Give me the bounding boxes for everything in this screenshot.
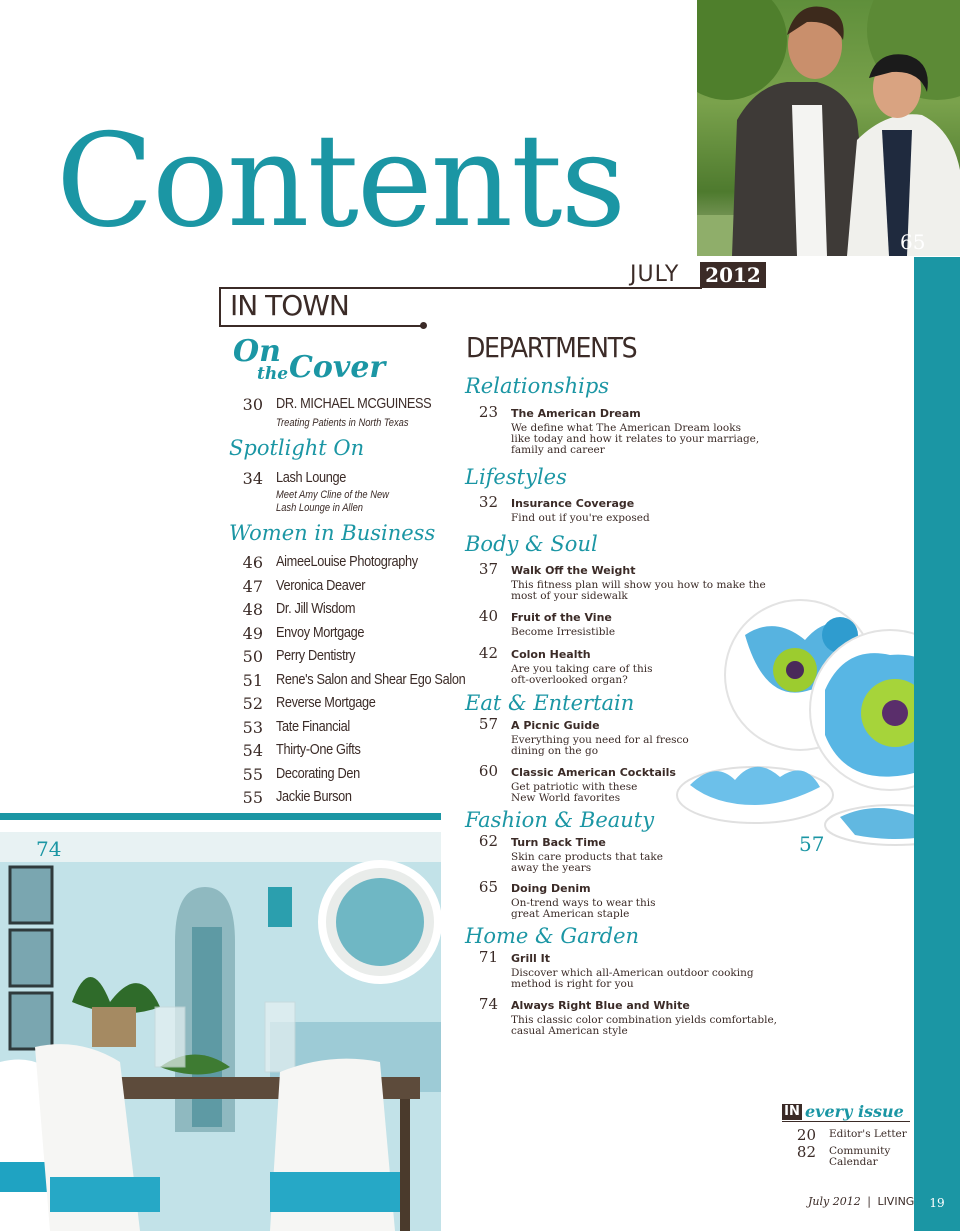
department-item-description: We define what The American Dream looks like today and how it relates to your marriage, family and career xyxy=(511,422,760,456)
department-item-page: 23 xyxy=(478,403,498,421)
women-item-page: 55 xyxy=(242,788,263,807)
department-item-description: On-trend ways to wear this great American staple xyxy=(511,897,656,920)
department-item-page: 74 xyxy=(478,995,498,1013)
cover-story-page: 30 xyxy=(242,395,263,414)
women-item-title[interactable]: Perry Dentistry xyxy=(276,647,356,664)
department-item-page: 37 xyxy=(478,560,498,578)
department-item-page: 71 xyxy=(478,948,498,966)
couple-illustration xyxy=(697,0,960,256)
department-section-heading: Body & Soul xyxy=(465,532,598,556)
department-item-page: 42 xyxy=(478,644,498,662)
department-item-page: 57 xyxy=(478,715,498,733)
every-issue-title[interactable]: Community Calendar xyxy=(829,1145,891,1168)
dining-room-illustration xyxy=(0,832,441,1231)
plates-photo-page-number: 57 xyxy=(799,832,825,856)
department-item-title[interactable]: Doing Denim xyxy=(511,882,591,895)
on-the-cover-cover: Cover xyxy=(289,350,386,385)
teal-divider xyxy=(0,813,441,820)
in-town-rule-dot xyxy=(420,322,427,329)
women-item-title[interactable]: Veronica Deaver xyxy=(276,576,366,594)
departments-heading: DEPARTMENTS xyxy=(466,331,637,364)
department-item-description: Find out if you're exposed xyxy=(511,512,650,524)
department-item-description: Become Irresistible xyxy=(511,626,616,638)
women-item-page: 48 xyxy=(242,600,263,619)
women-item-page: 50 xyxy=(242,647,263,666)
department-item-description: Discover which all-American outdoor cooking method is right for you xyxy=(511,967,754,990)
women-item-title[interactable]: Jackie Burson xyxy=(276,788,352,805)
department-item-page: 65 xyxy=(478,878,498,896)
issue-month: JULY xyxy=(630,262,680,287)
spotlight-subtitle-1: Meet Amy Cline of the New xyxy=(276,489,389,501)
plates-photo xyxy=(675,595,915,850)
department-item-description: Are you taking care of this oft-overlooked organ? xyxy=(511,663,653,686)
footer-separator: | xyxy=(867,1195,871,1208)
every-issue-in-badge: IN xyxy=(782,1104,802,1120)
cover-story-title[interactable]: DR. MICHAEL MCGUINESS xyxy=(276,395,432,412)
on-the-cover-on: On xyxy=(233,334,281,369)
footer-magazine: LIVING xyxy=(877,1195,915,1208)
department-item-title[interactable]: The American Dream xyxy=(511,407,641,420)
women-item-title[interactable]: Decorating Den xyxy=(276,764,360,782)
women-item-title[interactable]: Reverse Mortgage xyxy=(276,694,376,711)
women-item-page: 55 xyxy=(242,764,263,784)
footer-issue: July 2012 xyxy=(808,1195,861,1208)
women-item-title[interactable]: Envoy Mortgage xyxy=(276,623,365,641)
spotlight-heading: Spotlight On xyxy=(229,436,365,460)
department-item-description: Everything you need for al fresco dining on the go xyxy=(511,734,689,757)
spotlight-subtitle-2: Lash Lounge in Allen xyxy=(276,502,363,514)
women-item-page: 51 xyxy=(242,670,263,690)
women-item-page: 52 xyxy=(242,694,263,713)
department-item-description: This classic color combination yields comfortable, casual American style xyxy=(511,1014,778,1037)
department-section-heading: Relationships xyxy=(465,374,610,398)
in-town-rule-left xyxy=(219,287,221,327)
women-item-page: 53 xyxy=(242,717,263,737)
dining-room-photo xyxy=(0,832,441,1231)
department-section-heading: Fashion & Beauty xyxy=(465,808,655,832)
department-item-title[interactable]: Grill It xyxy=(511,952,550,965)
women-item-title[interactable]: Rene's Salon and Shear Ego Salon xyxy=(276,670,466,688)
spotlight-title[interactable]: Lash Lounge xyxy=(276,469,347,486)
women-item-page: 49 xyxy=(242,623,263,643)
department-item-page: 60 xyxy=(478,762,498,780)
spotlight-page: 34 xyxy=(242,469,263,488)
department-item-title[interactable]: Insurance Coverage xyxy=(511,497,635,510)
every-issue-heading: every issue xyxy=(805,1102,904,1121)
women-item-page: 47 xyxy=(242,576,263,596)
department-item-page: 40 xyxy=(478,607,498,625)
footer xyxy=(808,1195,914,1208)
department-item-page: 32 xyxy=(478,493,498,511)
women-item-page: 54 xyxy=(242,741,263,760)
in-town-rule-bottom xyxy=(220,325,423,327)
department-item-title[interactable]: Always Right Blue and White xyxy=(511,999,690,1012)
women-in-business-heading: Women in Business xyxy=(229,521,436,545)
cover-story-subtitle: Treating Patients in North Texas xyxy=(276,417,409,429)
page-number: 19 xyxy=(929,1196,945,1210)
page-title: Contents xyxy=(56,107,625,256)
department-item-title[interactable]: Fruit of the Vine xyxy=(511,611,612,624)
department-item-page: 62 xyxy=(478,832,498,850)
every-issue-title[interactable]: Editor's Letter xyxy=(829,1128,907,1140)
issue-year: 2012 xyxy=(700,262,766,288)
department-section-heading: Eat & Entertain xyxy=(465,691,635,715)
dining-photo-page-number: 74 xyxy=(36,837,62,861)
department-item-title[interactable]: Colon Health xyxy=(511,648,591,661)
department-item-title[interactable]: Turn Back Time xyxy=(511,836,606,849)
cover-photo-page-number: 65 xyxy=(900,230,926,254)
department-section-heading: Home & Garden xyxy=(465,924,640,948)
side-accent-bar xyxy=(914,257,960,1231)
women-item-title[interactable]: Tate Financial xyxy=(276,717,350,735)
department-item-title[interactable]: Classic American Cocktails xyxy=(511,766,676,779)
every-issue-page: 82 xyxy=(796,1143,816,1161)
department-item-description: This fitness plan will show you how to make the most of your sidewalk xyxy=(511,579,766,602)
department-section-heading: Lifestyles xyxy=(465,465,567,489)
on-the-cover-the: the xyxy=(257,364,289,384)
department-item-title[interactable]: A Picnic Guide xyxy=(511,719,600,732)
department-item-title[interactable]: Walk Off the Weight xyxy=(511,564,636,577)
every-issue-rule xyxy=(782,1121,910,1122)
women-item-title[interactable]: Thirty-One Gifts xyxy=(276,741,361,758)
in-town-heading: IN TOWN xyxy=(230,289,349,322)
every-issue-page: 20 xyxy=(796,1126,816,1144)
department-item-description: Skin care products that take away the years xyxy=(511,851,663,874)
women-item-title[interactable]: Dr. Jill Wisdom xyxy=(276,600,356,617)
cover-photo xyxy=(697,0,960,256)
women-item-title[interactable]: AimeeLouise Photography xyxy=(276,553,418,570)
department-item-description: Get patriotic with these New World favorites xyxy=(511,781,638,804)
women-item-page: 46 xyxy=(242,553,263,572)
